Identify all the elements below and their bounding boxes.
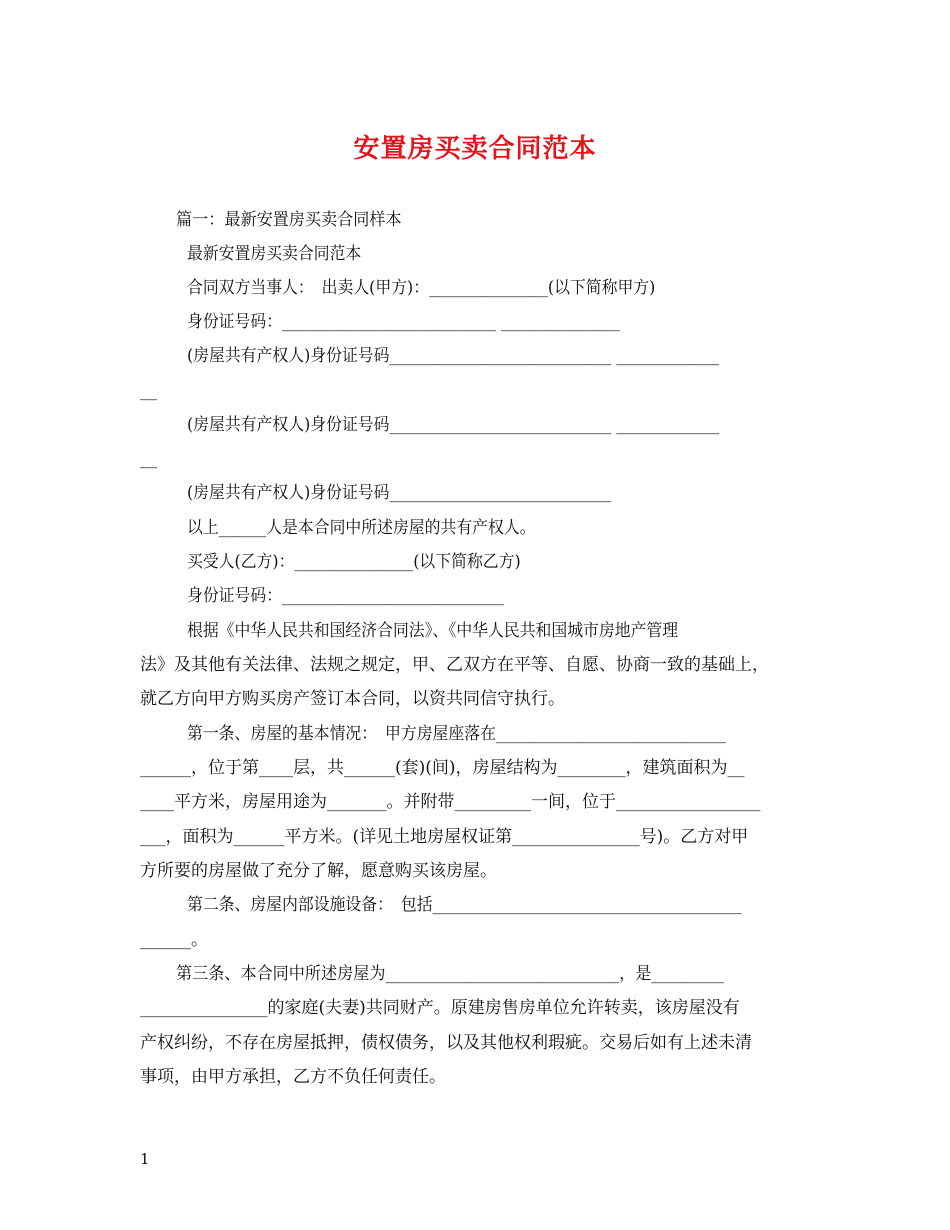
- text-line: 第三条、本合同中所述房屋为_____________________________，是_________: [176, 964, 724, 984]
- page-number: 1: [140, 1150, 150, 1168]
- text-line: _______________的家庭(夫妻)共同财产。原建房售房单位允许转卖，该房屋没有: [140, 998, 740, 1018]
- text-line: ___，面积为______平方米。(详见土地房屋权证第_______________号)。乙方对甲: [140, 827, 749, 847]
- text-line: ______，位于第____层，共______(套)(间)，房屋结构为________，建筑面积为__: [140, 758, 745, 778]
- document-title: 安置房买卖合同范本: [353, 134, 597, 164]
- text-line: 篇一：最新安置房买卖合同样本: [176, 210, 402, 230]
- text-line: 以上______人是本合同中所述房屋的共有产权人。: [187, 518, 536, 538]
- text-line: 产权纠纷，不存在房屋抵押，债权债务，以及其他权利瑕疵。交易后如有上述未清: [140, 1033, 752, 1053]
- text-line: 方所要的房屋做了充分了解，愿意购买该房屋。: [140, 861, 497, 881]
- text-line: 第二条、房屋内部设施设备： 包括_______________________________________: [187, 895, 742, 915]
- text-line: 法》及其他有关法律、法规之规定，甲、乙双方在平等、自愿、协商一致的基础上，: [140, 655, 769, 675]
- text-line: 事项，由甲方承担，乙方不负任何责任。: [140, 1067, 446, 1087]
- text-line: (房屋共有产权人)身份证号码____________________________ _____________: [187, 415, 720, 435]
- text-line: ______。: [140, 930, 208, 950]
- text-line: 最新安置房买卖合同范本: [187, 244, 362, 264]
- text-line: ____平方米，房屋用途为_______。并附带_________一间，位于_________________: [140, 792, 761, 812]
- text-line: 身份证号码：____________________________: [187, 586, 504, 606]
- text-line: 合同双方当事人： 出卖人(甲方)：_______________(以下简称甲方): [187, 278, 656, 298]
- text-line: __: [140, 381, 157, 401]
- text-line: 第一条、房屋的基本情况： 甲方房屋座落在_____________________________: [187, 724, 726, 744]
- text-line: 买受人(乙方)：_______________(以下简称乙方): [187, 552, 521, 572]
- text-line: __: [140, 449, 157, 469]
- text-line: 就乙方向甲方购买房产签订本合同，以资共同信守执行。: [140, 689, 565, 709]
- text-line: (房屋共有产权人)身份证号码____________________________ _____________: [187, 346, 720, 366]
- text-line: 根据《中华人民共和国经济合同法》、《中华人民共和国城市房地产管理: [187, 621, 679, 641]
- text-line: (房屋共有产权人)身份证号码____________________________: [187, 483, 612, 503]
- text-line: 身份证号码：___________________________ _______________: [187, 312, 620, 332]
